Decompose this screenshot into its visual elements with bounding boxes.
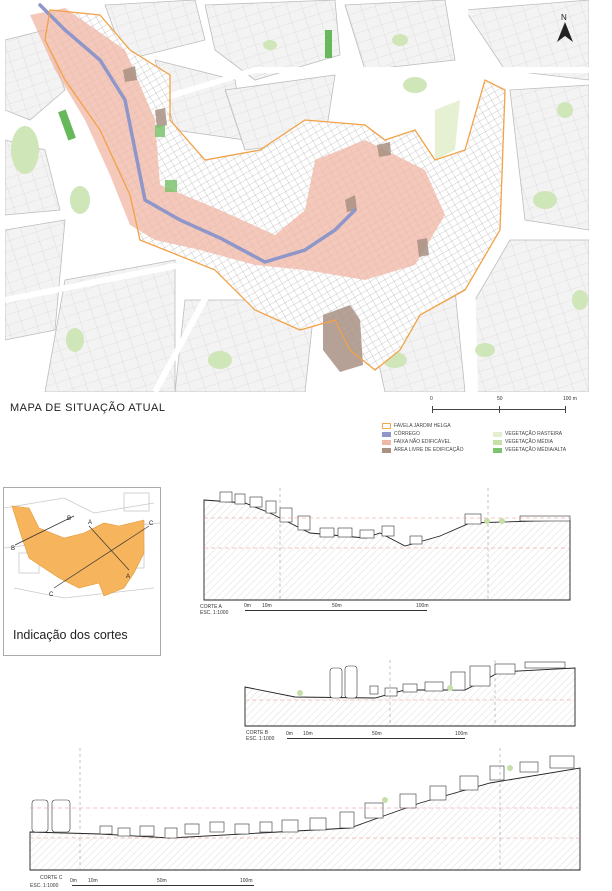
bar-label: 0m: [244, 603, 251, 609]
section-a-name: CORTE A: [200, 604, 222, 610]
cut-label: B: [11, 546, 16, 552]
section-b-scale: ESC. 1:1000: [246, 736, 275, 742]
map-scale-bar: [432, 404, 566, 412]
section-a-scale-bar: [245, 610, 427, 611]
key-plan-title: Indicação dos cortes: [13, 628, 128, 642]
section-b-scale-bar: [287, 738, 465, 739]
section-c-name: CORTE C: [40, 875, 63, 881]
bar-label: 0m: [286, 731, 293, 737]
key-plan-favela: [12, 506, 144, 596]
legend-label: FAIXA NÃO EDIFICÁVEL: [394, 439, 451, 445]
cut-label: A: [88, 520, 93, 526]
legend-item: [493, 447, 566, 453]
section-b-drawing: [225, 660, 590, 730]
section-b-name: CORTE B: [246, 730, 269, 736]
legend-label: VEGETAÇÃO RASTEIRA: [505, 431, 563, 437]
legend-label: ÁREA LIVRE DE EDIFICAÇÃO: [394, 447, 464, 453]
legend-swatch: [493, 432, 502, 437]
cut-label: C: [49, 592, 54, 598]
bar-label: 50m: [332, 603, 342, 609]
legend-label: FAVELA JARDIM HELGA: [394, 423, 451, 429]
legend-item: [493, 439, 553, 445]
cut-label: C: [149, 521, 154, 527]
bar-label: 10m: [88, 878, 98, 884]
legend-swatch: [382, 440, 391, 445]
bar-label: 10m: [262, 603, 272, 609]
bar-label: 100m: [455, 731, 468, 737]
legend-item: [382, 439, 451, 445]
bar-label: 10m: [303, 731, 313, 737]
section-a-drawing: [170, 488, 590, 603]
bar-label: 50m: [157, 878, 167, 884]
bar-label: 100m: [240, 878, 253, 884]
legend-item: [382, 431, 420, 437]
legend-item: [382, 447, 463, 453]
section-c-drawing: [20, 748, 590, 873]
legend-item: [382, 423, 451, 429]
map-title: MAPA DE SITUAÇÃO ATUAL: [10, 402, 166, 414]
cut-label: B: [67, 516, 72, 522]
legend-swatch: [493, 440, 502, 445]
legend-swatch: [493, 448, 502, 453]
scale-label-50: 50: [497, 396, 503, 402]
legend-label: VEGETAÇÃO MÉDIA: [505, 439, 553, 445]
section-c-scale-bar: [72, 885, 254, 886]
bar-label: 100m: [416, 603, 429, 609]
legend-swatch: [382, 423, 391, 429]
north-label: N: [561, 13, 567, 22]
bar-label: 50m: [372, 731, 382, 737]
legend-label: CÓRREGO: [394, 431, 420, 437]
section-c-scale: ESC. 1:1000: [30, 883, 59, 889]
cut-label: A: [126, 574, 131, 580]
legend-item: [493, 431, 562, 437]
situation-map: [5, 0, 589, 392]
legend-swatch: [382, 448, 391, 453]
legend-swatch: [382, 432, 391, 437]
section-a-scale: ESC. 1:1000: [200, 610, 229, 616]
bar-label: 0m: [70, 878, 77, 884]
scale-label-0: 0: [430, 396, 433, 402]
scale-label-100: 100 m: [563, 396, 577, 402]
legend-label: VEGETAÇÃO MÉDIA/ALTA: [505, 447, 567, 453]
key-plan-map: [4, 488, 160, 613]
